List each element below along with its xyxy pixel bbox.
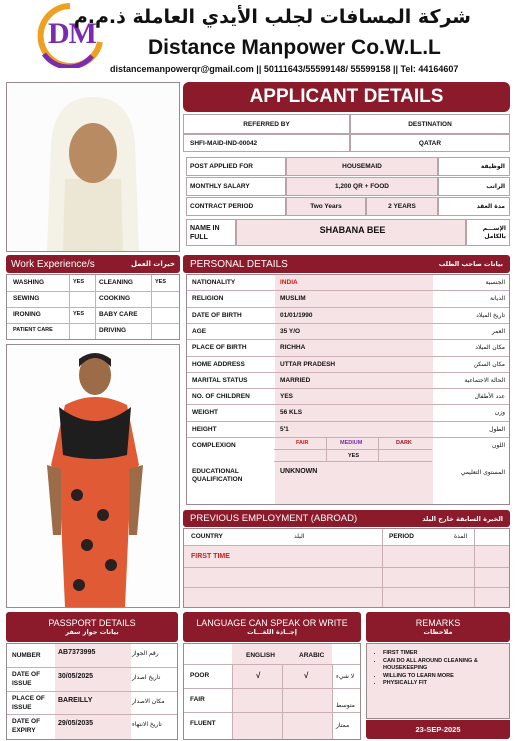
passport-row-label-ar: تاريخ الانتهاء [132,721,162,729]
language-title: LANGUAGE CAN SPEAK OR WRITE [196,618,348,628]
personal-row-value: 01/01/1990 [280,311,313,319]
personal-row-divider [187,290,509,291]
passport-row-value: 29/05/2035 [58,720,94,728]
contract-value-years [366,197,438,216]
work-col-divider [151,275,152,339]
language-fluent-label: FLUENT [190,720,216,727]
remark-item: • PHYSICALLY FIT [383,680,505,688]
language-fair-label: FAIR [190,696,205,703]
language-table [183,643,361,740]
name-label [186,219,236,246]
referral-code [183,134,350,152]
language-divider [184,712,360,713]
language-poor-ar: لا شيء [336,673,355,680]
work-row-divider [7,291,179,292]
education-value: UNKNOWN [280,468,318,475]
personal-details-title-ar: بيانات صاحب الطلب [438,260,503,268]
language-fluent-ar: ممتاز [336,722,350,729]
applicant-details-title [183,82,510,112]
personal-details-header [183,255,510,273]
passport-row-label: DATE OF ISSUE [12,670,41,687]
remarks-list [375,650,505,688]
destination-value-text: QATAR [418,139,442,147]
previous-employment-header [183,510,510,527]
personal-row-label: MARITAL STATUS [192,376,248,384]
applicant-face-photo [6,82,180,252]
period-label: PERIOD [389,533,414,540]
prev-emp-divider [184,545,509,546]
complexion-label-ar: اللون [492,442,505,449]
personal-row-label: HOME ADDRESS [192,360,245,368]
complexion-option-fair: FAIR [296,440,309,446]
complexion-label: COMPLEXION [192,442,236,449]
skill-washing: WASHING [13,279,45,286]
personal-row-value: 5'1 [280,425,289,433]
contract-label-ar-text: مدة العقد [476,203,505,210]
language-col [232,664,233,739]
contract-value-years-text: 2 YEARS [388,203,416,210]
destination-label [350,114,510,134]
language-header [183,612,361,642]
passport-row-label-ar: تاريخ اصدار [132,673,161,681]
personal-row-divider [187,356,509,357]
name-label-ar-text: الإســـم بالكامل [482,224,506,240]
personal-details-title: PERSONAL DETAILS [190,258,288,270]
referral-code-text: SHFI-MAID-IND-00042 [190,139,258,147]
personal-row-label-ar: الديانة [489,295,505,303]
skill-cleaning-value: YES [155,279,167,285]
skill-cleaning: CLEANING [99,279,133,286]
destination-value [350,134,510,152]
skill-patient-care: PATIENT CARE [13,327,53,333]
passport-row-label: DATE OF EXPIRY [12,718,41,735]
work-experience-title-ar: خبرات العمل [130,260,175,268]
salary-label-ar-text: الراتب [486,183,505,190]
complexion-option-medium: MEDIUM [340,440,363,446]
personal-row-value: 35 Y/O [280,327,301,335]
destination-label-text: DESTINATION [408,120,452,128]
personal-row-label-ar: العمر [491,327,505,335]
personal-row-divider [187,307,509,308]
contract-value-text: Two Years [310,203,342,210]
name-label-text: NAME IN FULL [190,224,220,241]
full-name-value-text: SHABANA BEE [319,225,386,235]
personal-row-label: PLACE OF BIRTH [192,344,247,352]
salary-label-ar [438,177,510,196]
salary-value [286,177,438,196]
personal-row-label-ar: مكان السكن [473,360,505,368]
personal-row-value: INDIA [280,279,298,286]
personal-row-value: MUSLIM [280,295,306,303]
name-label-ar [466,219,510,246]
period-label-ar: المدة [454,533,468,540]
passport-row-label-ar: مكان الاصدار [132,697,165,705]
personal-row-label-ar: الطول [489,425,505,433]
remarks-header [366,612,510,642]
remark-item: • WILLING TO LEARN MORE [383,673,505,681]
work-row-divider [7,323,179,324]
passport-row-label-ar: رقم الجواز [132,650,159,657]
post-label-ar [438,157,510,176]
skill-ironing: IRONING [13,311,41,318]
personal-row-label: NO. OF CHILDREN [192,393,250,401]
skill-washing-value: YES [73,279,85,285]
language-col-arabic: ARABIC [299,652,325,659]
personal-row-label: RELIGION [192,295,224,303]
remarks-box [366,643,510,719]
language-poor-arabic: √ [304,671,309,680]
language-poor-label: POOR [190,672,210,679]
previous-employment-title: PREVIOUS EMPLOYMENT (ABROAD) [190,513,358,524]
personal-row-divider [187,372,509,373]
complexion-grid-line [274,461,432,462]
previous-employment-table [183,528,510,608]
personal-row-divider [187,421,509,422]
personal-row-divider [187,388,509,389]
post-label-ar-text: الوظيفة [480,163,505,170]
personal-row-label: WEIGHT [192,409,218,417]
personal-row-label-ar: مكان الميلاد [475,344,505,352]
work-experience-header [6,255,180,273]
complexion-grid-col [378,437,379,461]
work-experience-title: Work Experience/s [11,258,95,270]
remark-item: • FIRST TIMER [383,650,505,658]
contract-label-text: CONTRACT PERIOD [190,203,254,210]
complexion-option-dark: DARK [396,440,412,446]
contract-label [186,197,286,216]
post-label [186,157,286,176]
personal-row-value: YES [280,393,294,401]
complexion-grid-col [326,437,327,461]
personal-row-label-ar: الجنسية [485,279,505,286]
personal-row-label-ar: الحالة الاجتماعية [464,376,505,384]
first-time-note: FIRST TIME [191,553,230,560]
salary-value-text: 1,200 QR + FOOD [334,183,389,190]
salary-label-text: MONTHLY SALARY [190,183,250,190]
referred-by-label [183,114,350,134]
personal-row-label: HEIGHT [192,425,217,433]
skill-sewing: SEWING [13,295,40,302]
language-divider [184,664,360,665]
passport-row-divider [7,667,177,668]
remarks-title-ar: ملاحظات [423,628,453,636]
full-name-value [236,219,466,246]
language-col [332,664,333,739]
language-divider [184,688,360,689]
personal-row-value: UTTAR PRADESH [280,360,336,368]
passport-row-label: NUMBER [12,652,41,659]
passport-row-label: PLACE OF ISSUE [12,694,45,711]
contract-label-ar [438,197,510,216]
logo-text: DM [48,17,96,50]
passport-row-value: AB7373995 [58,649,96,656]
work-col-divider [69,275,70,339]
skill-driving: DRIVING [99,327,127,334]
referred-by-label-text: REFERRED BY [243,120,290,128]
personal-row-label: DATE OF BIRTH [192,311,242,319]
personal-row-label-ar: تاريخ الميلاد [476,311,505,319]
post-value-text: HOUSEMAID [342,163,382,170]
passport-header [6,612,178,642]
work-experience-table [6,274,180,340]
company-name-english: Distance Manpower Co.W.L.L [148,36,441,59]
personal-row-divider [187,339,509,340]
remarks-title: REMARKS [415,618,461,628]
remarks-date-text: 23-SEP-2025 [415,725,461,734]
remark-item: • CAN DO ALL AROUND CLEANING & HOUSEKEEPING [383,658,505,673]
personal-row-divider [187,437,509,438]
personal-row-value: 56 KLS [280,409,303,417]
personal-row-divider [187,404,509,405]
personal-row-value: RICHHA [280,344,306,352]
passport-row-value: BAREILLY [58,696,93,704]
skill-ironing-value: YES [73,311,85,317]
language-poor-english: √ [256,671,261,680]
passport-title-ar: بيانات جواز سفر [65,628,119,636]
language-col [282,664,283,739]
language-col-english: ENGLISH [246,652,275,659]
passport-row-value: 30/05/2025 [58,672,94,680]
prev-emp-divider [184,587,509,588]
passport-row-divider [7,714,177,715]
complexion-selected: YES [348,453,360,459]
passport-title: PASSPORT DETAILS [48,618,136,628]
personal-row-label-ar: وزن [494,409,505,417]
skill-cooking: COOKING [99,295,131,302]
passport-row-divider [7,691,177,692]
language-fair-ar: متوسط [336,702,355,709]
country-label: COUNTRY [191,533,223,540]
post-label-text: POST APPLIED FOR [190,163,253,170]
previous-employment-title-ar: الخبرة السابقة خارج البلد [422,514,503,523]
education-label: EDUCATIONAL QUALIFICATION [192,468,243,483]
company-name-arabic: شركة المسافات لجلب الأيدي العاملة ذ.م.م [73,6,471,28]
education-label-ar: المستوى التعليمي [460,469,505,476]
company-contact: distancemanpowerqr@gmail.com || 50111643/55599148/ 55599158 || Tel: 44164607 [110,64,459,74]
country-label-ar: البلد [294,533,305,540]
personal-row-label-ar: عدد الأطفال [474,393,505,401]
personal-row-value: MARRIED [280,376,311,384]
remarks-date [366,720,510,739]
contract-value [286,197,366,216]
post-value [286,157,438,176]
work-col-divider [95,275,96,339]
work-row-divider [7,307,179,308]
prev-emp-col [382,529,383,607]
skill-baby-care: BABY CARE [99,311,138,318]
salary-label [186,177,286,196]
personal-row-label: NATIONALITY [192,279,236,286]
prev-emp-divider [184,567,509,568]
personal-row-divider [187,323,509,324]
applicant-full-body-photo [6,344,180,608]
prev-emp-col [474,529,475,607]
applicant-details-title-text: APPLICANT DETAILS [249,86,444,107]
personal-row-label: AGE [192,327,207,335]
language-title-ar: إجــادة اللغـــات [247,628,297,636]
complexion-grid-line [274,449,432,450]
